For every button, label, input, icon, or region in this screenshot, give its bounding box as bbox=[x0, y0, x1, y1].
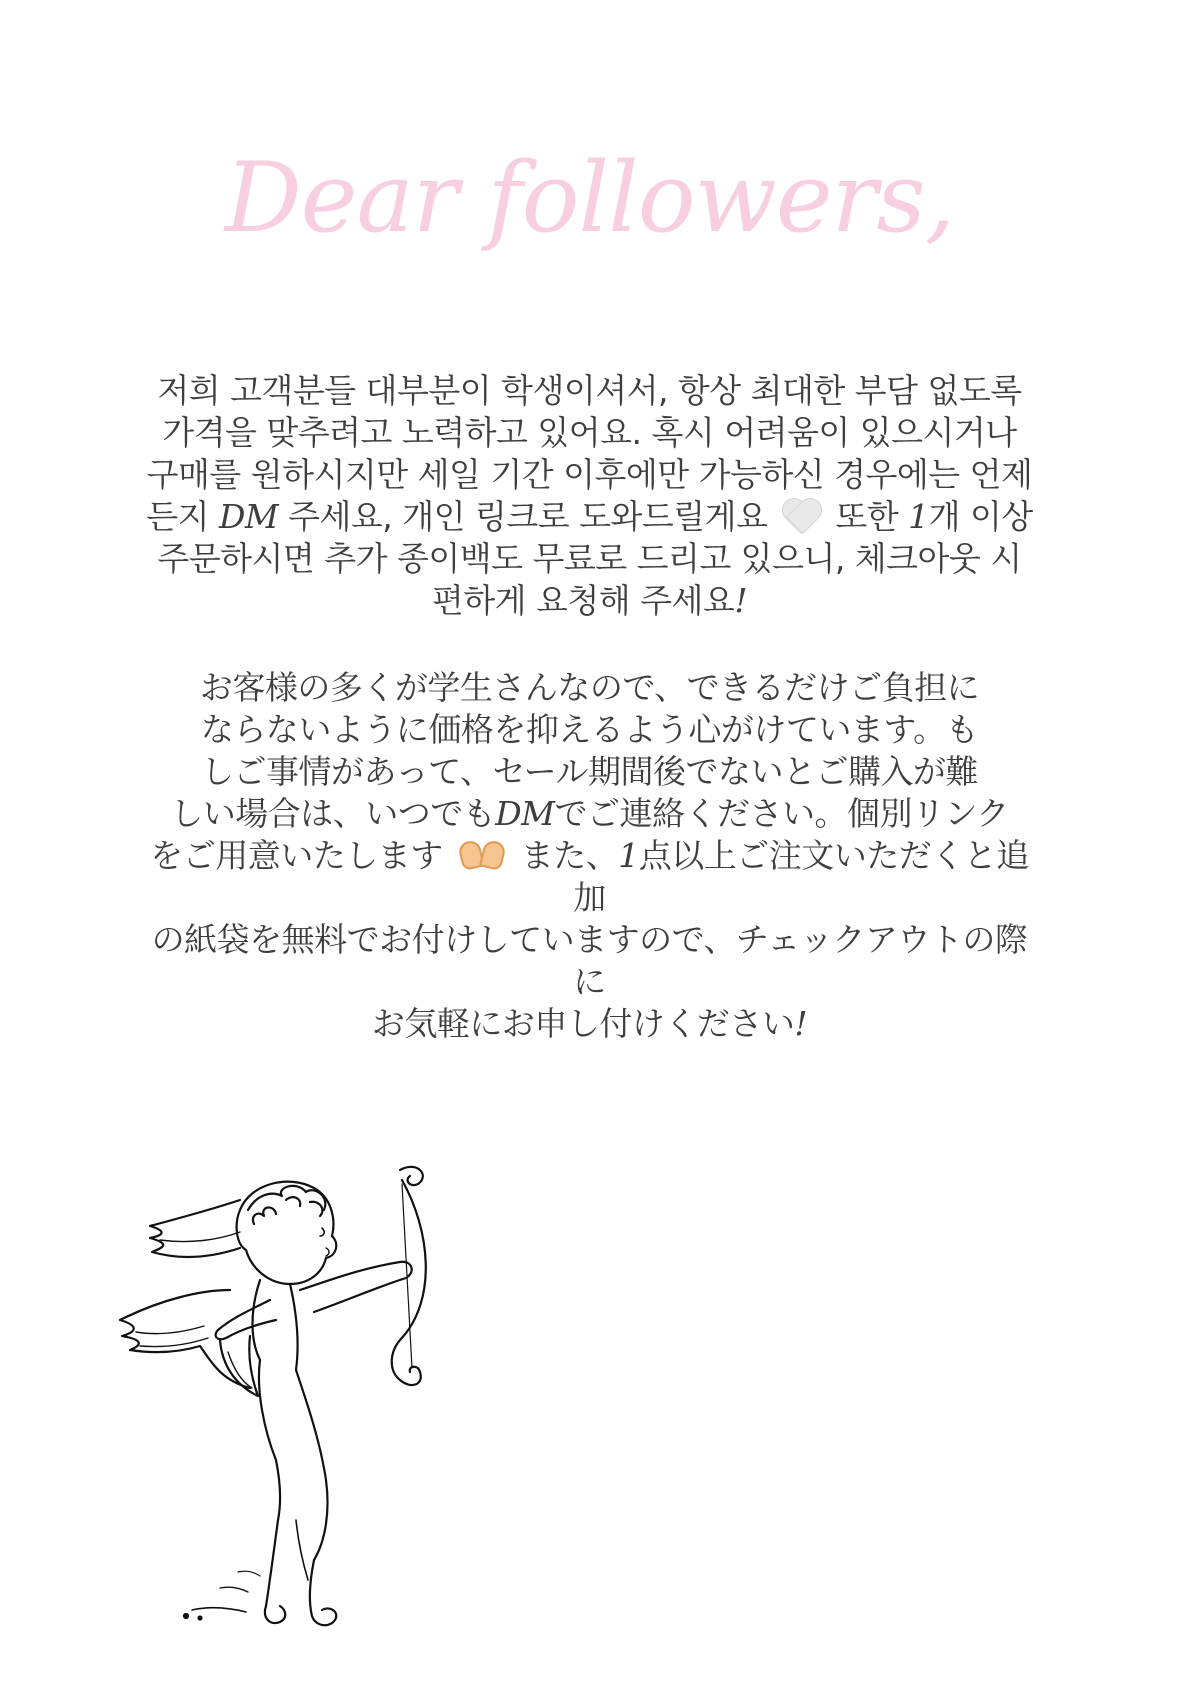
dm-text: DM bbox=[218, 497, 279, 536]
japanese-line-4a: しい場合は、いつでも bbox=[170, 794, 496, 833]
korean-line-6: 편하게 요청해 주세요 bbox=[431, 581, 735, 620]
white-heart-icon bbox=[781, 498, 821, 532]
japanese-message bbox=[140, 667, 1039, 1045]
number-one: 1 bbox=[618, 836, 639, 875]
korean-line-4b: 주세요, 개인 링크로 도와드릴게요 bbox=[278, 497, 778, 536]
exclamation: ! bbox=[794, 1004, 808, 1043]
korean-line-1: 저희 고객분들 대부분이 학생이셔서, 항상 최대한 부담 없도록 bbox=[157, 371, 1022, 410]
korean-line-4d: 개 이상 bbox=[928, 497, 1033, 536]
japanese-line-4b: でご連絡ください。個別リンク bbox=[554, 794, 1009, 833]
korean-message bbox=[140, 370, 1039, 622]
korean-line-5: 주문하시면 추가 종이백도 무료로 드리고 있으니, 체크아웃 시 bbox=[157, 539, 1022, 578]
japanese-line-5a: をご用意いたします bbox=[150, 836, 453, 875]
korean-line-4a: 든지 bbox=[146, 497, 219, 536]
korean-line-2: 가격을 맞추려고 노력하고 있어요. 혹시 어려움이 있으시거나 bbox=[162, 413, 1017, 452]
korean-line-4c: 또한 bbox=[825, 497, 909, 536]
number-one: 1 bbox=[908, 497, 929, 536]
japanese-line-1: お客様の多くが学生さんなので、できるだけご負担に bbox=[199, 668, 980, 707]
japanese-line-2: ならないように価格を抑えるよう心がけています。も bbox=[200, 710, 979, 749]
japanese-line-5c: 点以上ご注文いただくと追加 bbox=[573, 836, 1029, 917]
dm-text: DM bbox=[495, 794, 555, 833]
cupid-illustration bbox=[100, 1140, 460, 1640]
exclamation: ! bbox=[734, 581, 748, 620]
korean-line-3: 구매를 원하시지만 세일 기간 이후에만 가능하신 경우에는 언제 bbox=[146, 455, 1033, 494]
japanese-line-3: しご事情があって、セール期間後でないとご購入が難 bbox=[200, 752, 979, 791]
page-title: Dear followers, bbox=[224, 142, 955, 254]
japanese-line-7: お気軽にお申し付けください bbox=[371, 1004, 795, 1043]
japanese-line-5b: また、 bbox=[510, 836, 619, 875]
japanese-line-6: の紙袋を無料でお付けしていますので、チェックアウトの際に bbox=[151, 920, 1028, 1001]
heart-hands-icon bbox=[459, 837, 505, 871]
